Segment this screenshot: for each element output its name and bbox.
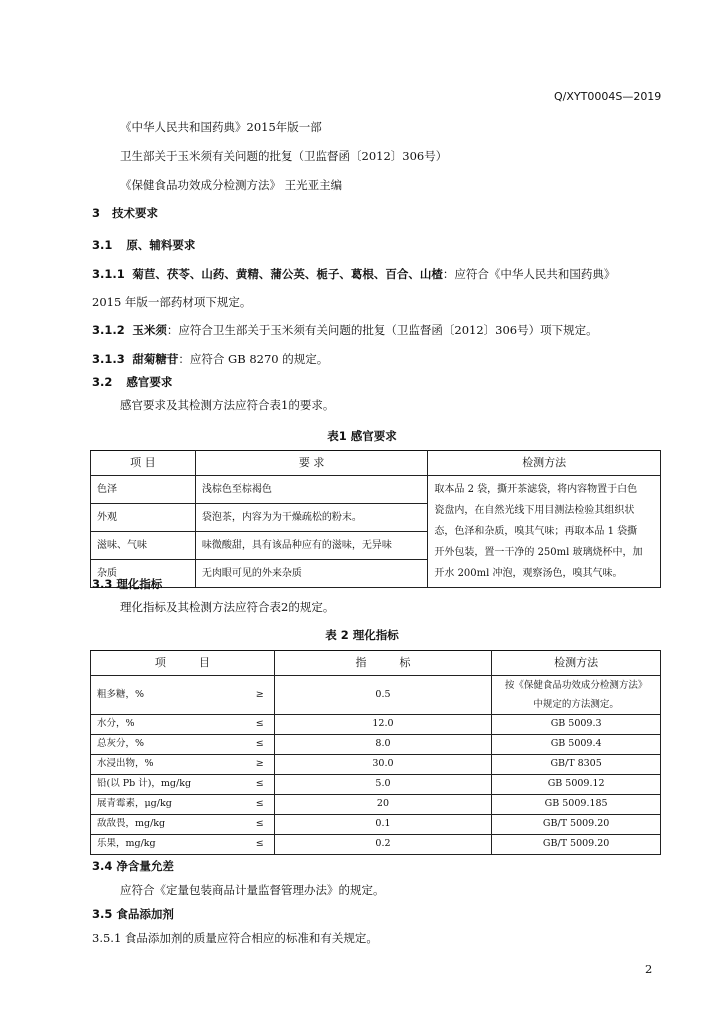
section-3-1-3 <box>92 351 328 367</box>
table-1-method-line: 取本品 2 袋，撕开茶滤袋，将内容物置于白色 <box>434 484 638 495</box>
reference-3: 《保健食品功效成分检测方法》 王光亚主编 <box>120 178 343 192</box>
table-2-method: GB 5009.3 <box>492 715 661 735</box>
table-1-header-item: 项 目 <box>91 451 196 476</box>
section-3-1-number: 3.1 <box>92 238 113 252</box>
table-2-method <box>492 676 661 715</box>
section-3-2-heading <box>92 374 172 390</box>
table-row <box>91 676 661 715</box>
table-2-item: 铅(以 Pb 计)，mg/kg <box>91 775 241 795</box>
reference-1: 《中华人民共和国药典》2015年版一部 <box>120 120 322 134</box>
table-row <box>91 795 661 815</box>
section-3-heading <box>92 205 158 221</box>
doc-code: Q/XYT0004S—2019 <box>554 90 662 103</box>
physicochemical-table <box>90 650 661 855</box>
table-2-header-item: 项 目 <box>91 651 275 676</box>
table-2-value: 20 <box>274 795 492 815</box>
section-3-1-1-line1 <box>92 266 615 282</box>
table-2-symbol: ≤ <box>240 715 274 735</box>
table-2-caption: 表 2 理化指标 <box>325 628 399 642</box>
section-3-5-1-text: 3.5.1 食品添加剂的质量应符合相应的标准和有关规定。 <box>92 931 378 945</box>
table-row <box>91 476 661 504</box>
table-2-method-line: 中规定的方法测定。 <box>533 699 619 710</box>
section-3-1-3-text: ：应符合 GB 8270 的规定。 <box>178 352 329 366</box>
section-3-1-2-title: 玉米须 <box>132 323 167 337</box>
table-2-symbol: ≤ <box>240 775 274 795</box>
table-row <box>91 815 661 835</box>
section-3-1-2-text: ：应符合卫生部关于玉米须有关问题的批复（卫监督函〔2012〕306号）项下规定。 <box>166 323 598 337</box>
table-1-method-line: 开水 200ml 冲泡，观察汤色，嗅其气味。 <box>434 568 623 579</box>
table-2-header-method: 检测方法 <box>492 651 661 676</box>
section-3-1-1-title: 菊苣、茯苓、山药、黄精、蒲公英、栀子、葛根、百合、山楂 <box>132 267 443 281</box>
table-2-value: 12.0 <box>274 715 492 735</box>
table-2-value: 0.5 <box>274 676 492 715</box>
section-3-4-text: 应符合《定量包装商品计量监督管理办法》的规定。 <box>120 883 385 897</box>
section-3-3-heading: 3.3 理化指标 <box>92 577 163 591</box>
table-2-symbol: ≤ <box>240 835 274 855</box>
table-2-value: 5.0 <box>274 775 492 795</box>
table-2-method: GB/T 5009.20 <box>492 835 661 855</box>
section-3-5-heading: 3.5 食品添加剂 <box>92 907 174 921</box>
table-row <box>91 775 661 795</box>
page-number: 2 <box>645 962 653 976</box>
table-2-method: GB/T 8305 <box>492 755 661 775</box>
section-3-1-1-number: 3.1.1 <box>92 267 125 281</box>
section-3-1-3-title: 甜菊糖苷 <box>132 352 179 366</box>
table-2-method-line: 按《保健食品功效成分检测方法》 <box>504 680 648 691</box>
table-2-item: 水分，% <box>91 715 241 735</box>
section-3-1-heading <box>92 237 195 253</box>
table-1-method-line: 态，色泽和杂质，嗅其气味；再取本品 1 袋撕 <box>434 526 638 537</box>
table-2-item: 乐果，mg/kg <box>91 835 241 855</box>
section-3-4-heading: 3.4 净含量允差 <box>92 859 174 873</box>
table-2-value: 8.0 <box>274 735 492 755</box>
reference-2: 卫生部关于玉米须有关问题的批复（卫监督函〔2012〕306号） <box>120 149 448 163</box>
table-1-item: 滋味、气味 <box>91 532 196 560</box>
table-1-caption: 表1 感官要求 <box>327 429 397 443</box>
table-1-item: 色泽 <box>91 476 196 504</box>
table-1-header-requirement: 要 求 <box>195 451 428 476</box>
table-2-header-value: 指 标 <box>274 651 492 676</box>
section-3-2-title: 感官要求 <box>126 375 173 389</box>
table-2-value: 30.0 <box>274 755 492 775</box>
section-3-2-number: 3.2 <box>92 375 113 389</box>
table-2-item: 敌敌畏，mg/kg <box>91 815 241 835</box>
table-1-item: 外观 <box>91 504 196 532</box>
table-2-method: GB/T 5009.20 <box>492 815 661 835</box>
table-row <box>91 735 661 755</box>
table-2-item: 粗多糖，% <box>91 676 241 715</box>
table-2-symbol: ≤ <box>240 735 274 755</box>
table-1-requirement: 无肉眼可见的外来杂质 <box>195 560 428 588</box>
table-2-value: 0.1 <box>274 815 492 835</box>
table-2-symbol: ≥ <box>240 676 274 715</box>
table-2-item: 水浸出物，% <box>91 755 241 775</box>
section-3-1-1-text: ：应符合《中华人民共和国药典》 <box>442 267 616 281</box>
sensory-table <box>90 450 661 588</box>
table-2-method: GB 5009.185 <box>492 795 661 815</box>
table-2-symbol: ≤ <box>240 815 274 835</box>
table-row <box>91 835 661 855</box>
table-2-method: GB 5009.12 <box>492 775 661 795</box>
table-2-item: 展青霉素，μg/kg <box>91 795 241 815</box>
table-1-header-row <box>91 451 661 476</box>
table-2-symbol: ≤ <box>240 795 274 815</box>
section-3-3-text: 理化指标及其检测方法应符合表2的规定。 <box>120 600 335 614</box>
section-3-1-2-number: 3.1.2 <box>92 323 125 337</box>
section-3-1-title: 原、辅料要求 <box>126 238 196 252</box>
table-1-requirement: 袋泡茶，内容为为干燥疏松的粉末。 <box>195 504 428 532</box>
table-1-header-method: 检测方法 <box>428 451 661 476</box>
table-2-symbol: ≥ <box>240 755 274 775</box>
table-2-value: 0.2 <box>274 835 492 855</box>
table-1-method-line: 瓷盘内，在自然光线下用目测法检验其组织状 <box>434 505 635 516</box>
section-3-1-2 <box>92 322 598 338</box>
table-1-requirement: 味微酸甜，具有该品种应有的滋味，无异味 <box>195 532 428 560</box>
section-3-1-1-line2: 2015 年版一部药材项下规定。 <box>92 295 252 309</box>
table-row <box>91 715 661 735</box>
table-2-header-row <box>91 651 661 676</box>
table-1-method-cell <box>428 476 661 588</box>
table-2-item: 总灰分，% <box>91 735 241 755</box>
table-1-requirement: 浅棕色至棕褐色 <box>195 476 428 504</box>
section-3-1-3-number: 3.1.3 <box>92 352 125 366</box>
table-1-method-line: 开外包装，置一干净的 250ml 玻璃烧杯中，加 <box>434 547 643 558</box>
section-3-number: 3 <box>92 206 101 220</box>
section-3-2-text: 感官要求及其检测方法应符合表1的要求。 <box>120 398 335 412</box>
table-row <box>91 755 661 775</box>
table-1-item: 杂质 <box>91 560 196 588</box>
table-2-method: GB 5009.4 <box>492 735 661 755</box>
section-3-title: 技术要求 <box>112 206 159 220</box>
